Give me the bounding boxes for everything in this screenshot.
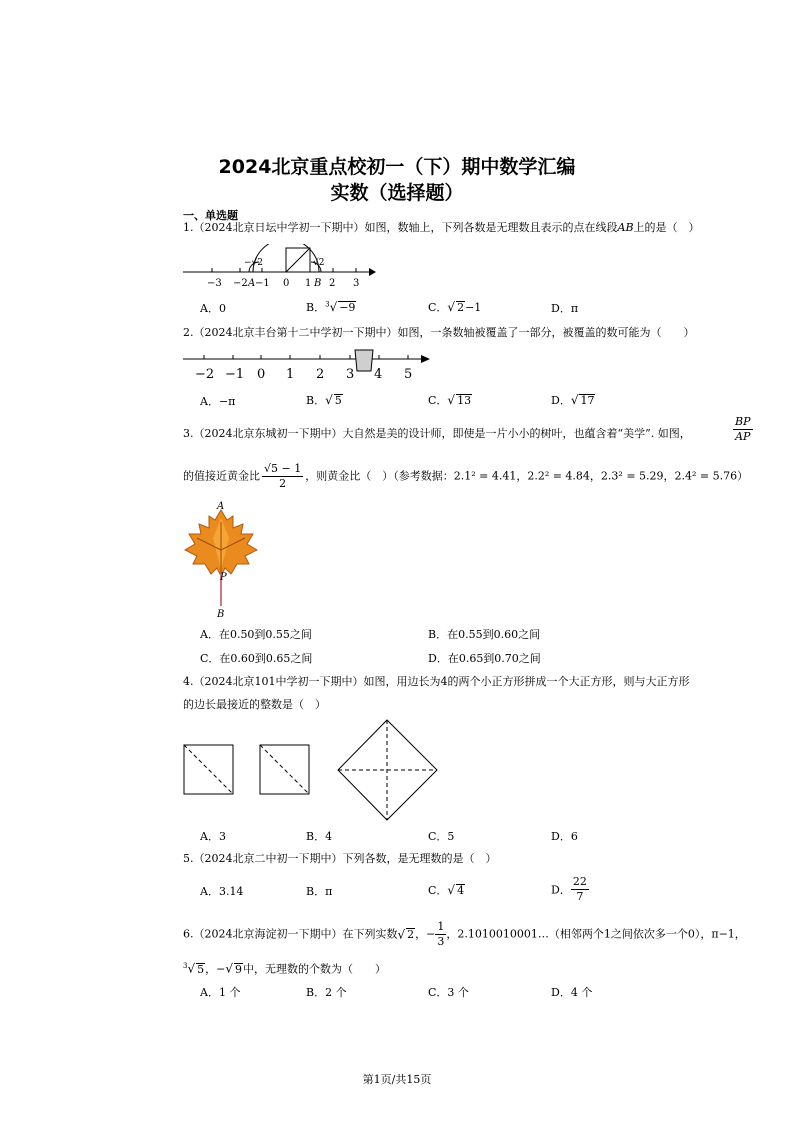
question-3-line2: 的值接近黄金比 $\frac{√5 - 1}{2}$ ，则黄金比（ ）（参考数据：2.1² = 4.41，2.2² = 4.84，2.3² = 5.29，2.4² = 5.76） [183, 462, 749, 490]
q2-tick-neg1: −1 [225, 367, 245, 382]
page-title: 2024北京重点校初一（下）期中数学汇编 [218, 156, 576, 178]
page-footer: 第1页/共15页 [362, 1073, 432, 1086]
q3-golden-ratio: $\frac{√5 - 1}{2}$ [264, 462, 302, 490]
q1-label-sqrt2: √2 [313, 258, 325, 268]
q6-option-d[interactable]: D．4 个 [551, 986, 593, 999]
q2-option-d[interactable]: D．√ 17 [551, 393, 595, 407]
q3-option-a[interactable]: A．在0.50到0.55之间 [200, 628, 312, 641]
question-2: 2.（2024北京丰台第十二中学初一下期中）如图，一条数轴被覆盖了一部分，被覆盖的数可能为（ ） [183, 326, 695, 339]
q2-option-b[interactable]: B．√ 5 [306, 393, 342, 407]
q2-option-c[interactable]: C．√ 13 [428, 393, 472, 407]
q2-option-a[interactable]: A．−π [200, 395, 236, 408]
q2-tick-4: 4 [374, 367, 383, 382]
q2-number-line-figure [183, 347, 433, 383]
question-6-line2: $^3$√ 5，−√ 9中，无理数的个数为（ ） [183, 961, 386, 976]
q4-option-c[interactable]: C．5 [428, 830, 455, 843]
q3-label-P: P [220, 572, 227, 583]
q2-tick-0: 0 [257, 367, 266, 382]
q1-label-neg-sqrt2: −√2 [244, 258, 264, 268]
section-heading: 一、单选题 [183, 209, 238, 222]
q3-option-d[interactable]: D．在0.65到0.70之间 [428, 652, 541, 665]
q3-maple-leaf-figure [183, 498, 263, 620]
q4-squares-figure [183, 718, 443, 822]
q1-option-a[interactable]: A．0 [200, 302, 226, 315]
q1-segment-label: AB [617, 221, 634, 234]
page-subtitle: 实数（选择题） [330, 182, 464, 204]
q1-tick-0: 0 [283, 278, 290, 289]
q1-number-line-figure [183, 244, 378, 290]
q4-option-a[interactable]: A．3 [200, 830, 226, 843]
q1-tick-neg3: −3 [207, 278, 222, 289]
q2-tick-neg2: −2 [195, 367, 215, 382]
question-1 [183, 219, 700, 237]
question-4: 4.（2024北京101中学初一下期中）如图，用边长为4的两个小正方形拼成一个大正方形，则与大正方形 [183, 675, 690, 688]
q3-option-b[interactable]: B．在0.55到0.60之间 [428, 628, 541, 641]
q3-fraction-bp-ap: $\frac{BP}{AP}$ [735, 415, 751, 443]
q6-option-a[interactable]: A．1 个 [200, 986, 241, 999]
q1-text: 1.（2024北京日坛中学初一下期中）如图，数轴上，下列各数是无理数且表示的点在线段 [183, 221, 618, 234]
q5-option-c[interactable]: C．√ 4 [428, 883, 465, 897]
q1-label-A: A [248, 278, 256, 289]
question-3: 3.（2024北京东城初一下期中）大自然是美的设计师，即使是一片小小的树叶，也蕴含着“美学”. 如图， [183, 427, 691, 440]
q1-tick-neg2: −2 [233, 278, 248, 289]
q1-option-b[interactable]: B．$^3$√ −9 [306, 300, 356, 314]
q2-tick-1: 1 [286, 367, 295, 382]
question-5: 5.（2024北京二中初一下期中）下列各数，是无理数的是（ ） [183, 852, 497, 865]
q1-option-c[interactable]: C．√ 2−1 [428, 300, 482, 314]
q1-tick-2: 2 [329, 278, 336, 289]
q1-option-d[interactable]: D．π [551, 302, 579, 315]
q1-tick-1: 1 [305, 278, 312, 289]
q5-option-a[interactable]: A．3.14 [200, 885, 244, 898]
q6-option-c[interactable]: C．3 个 [428, 986, 469, 999]
q1-label-B: B [314, 278, 322, 289]
q6-option-b[interactable]: B．2 个 [306, 986, 347, 999]
q4-option-b[interactable]: B．4 [306, 830, 333, 843]
question-4-line2: 的边长最接近的整数是（ ） [183, 698, 326, 711]
q3-label-A: A [217, 501, 225, 512]
q1-tick-neg1: −1 [255, 278, 270, 289]
q1-tick-3: 3 [353, 278, 360, 289]
q2-tick-2: 2 [316, 367, 325, 382]
question-6: 6.（2024北京海淀初一下期中）在下列实数√ 2，− $\frac{1}{3}$ ，2.1010010001…（相邻两个1之间依次多一个0），π−1， [183, 920, 746, 948]
q1-text-end: 上的是（ ） [633, 221, 700, 234]
q4-option-d[interactable]: D．6 [551, 830, 578, 843]
q3-label-B: B [217, 609, 225, 620]
q5-option-b[interactable]: B．π [306, 885, 333, 898]
q2-tick-3: 3 [346, 367, 355, 382]
q3-option-c[interactable]: C．在0.60到0.65之间 [200, 652, 313, 665]
q2-tick-5: 5 [404, 367, 413, 382]
q5-option-d[interactable]: D． $\frac{22}{7}$ [551, 875, 587, 903]
